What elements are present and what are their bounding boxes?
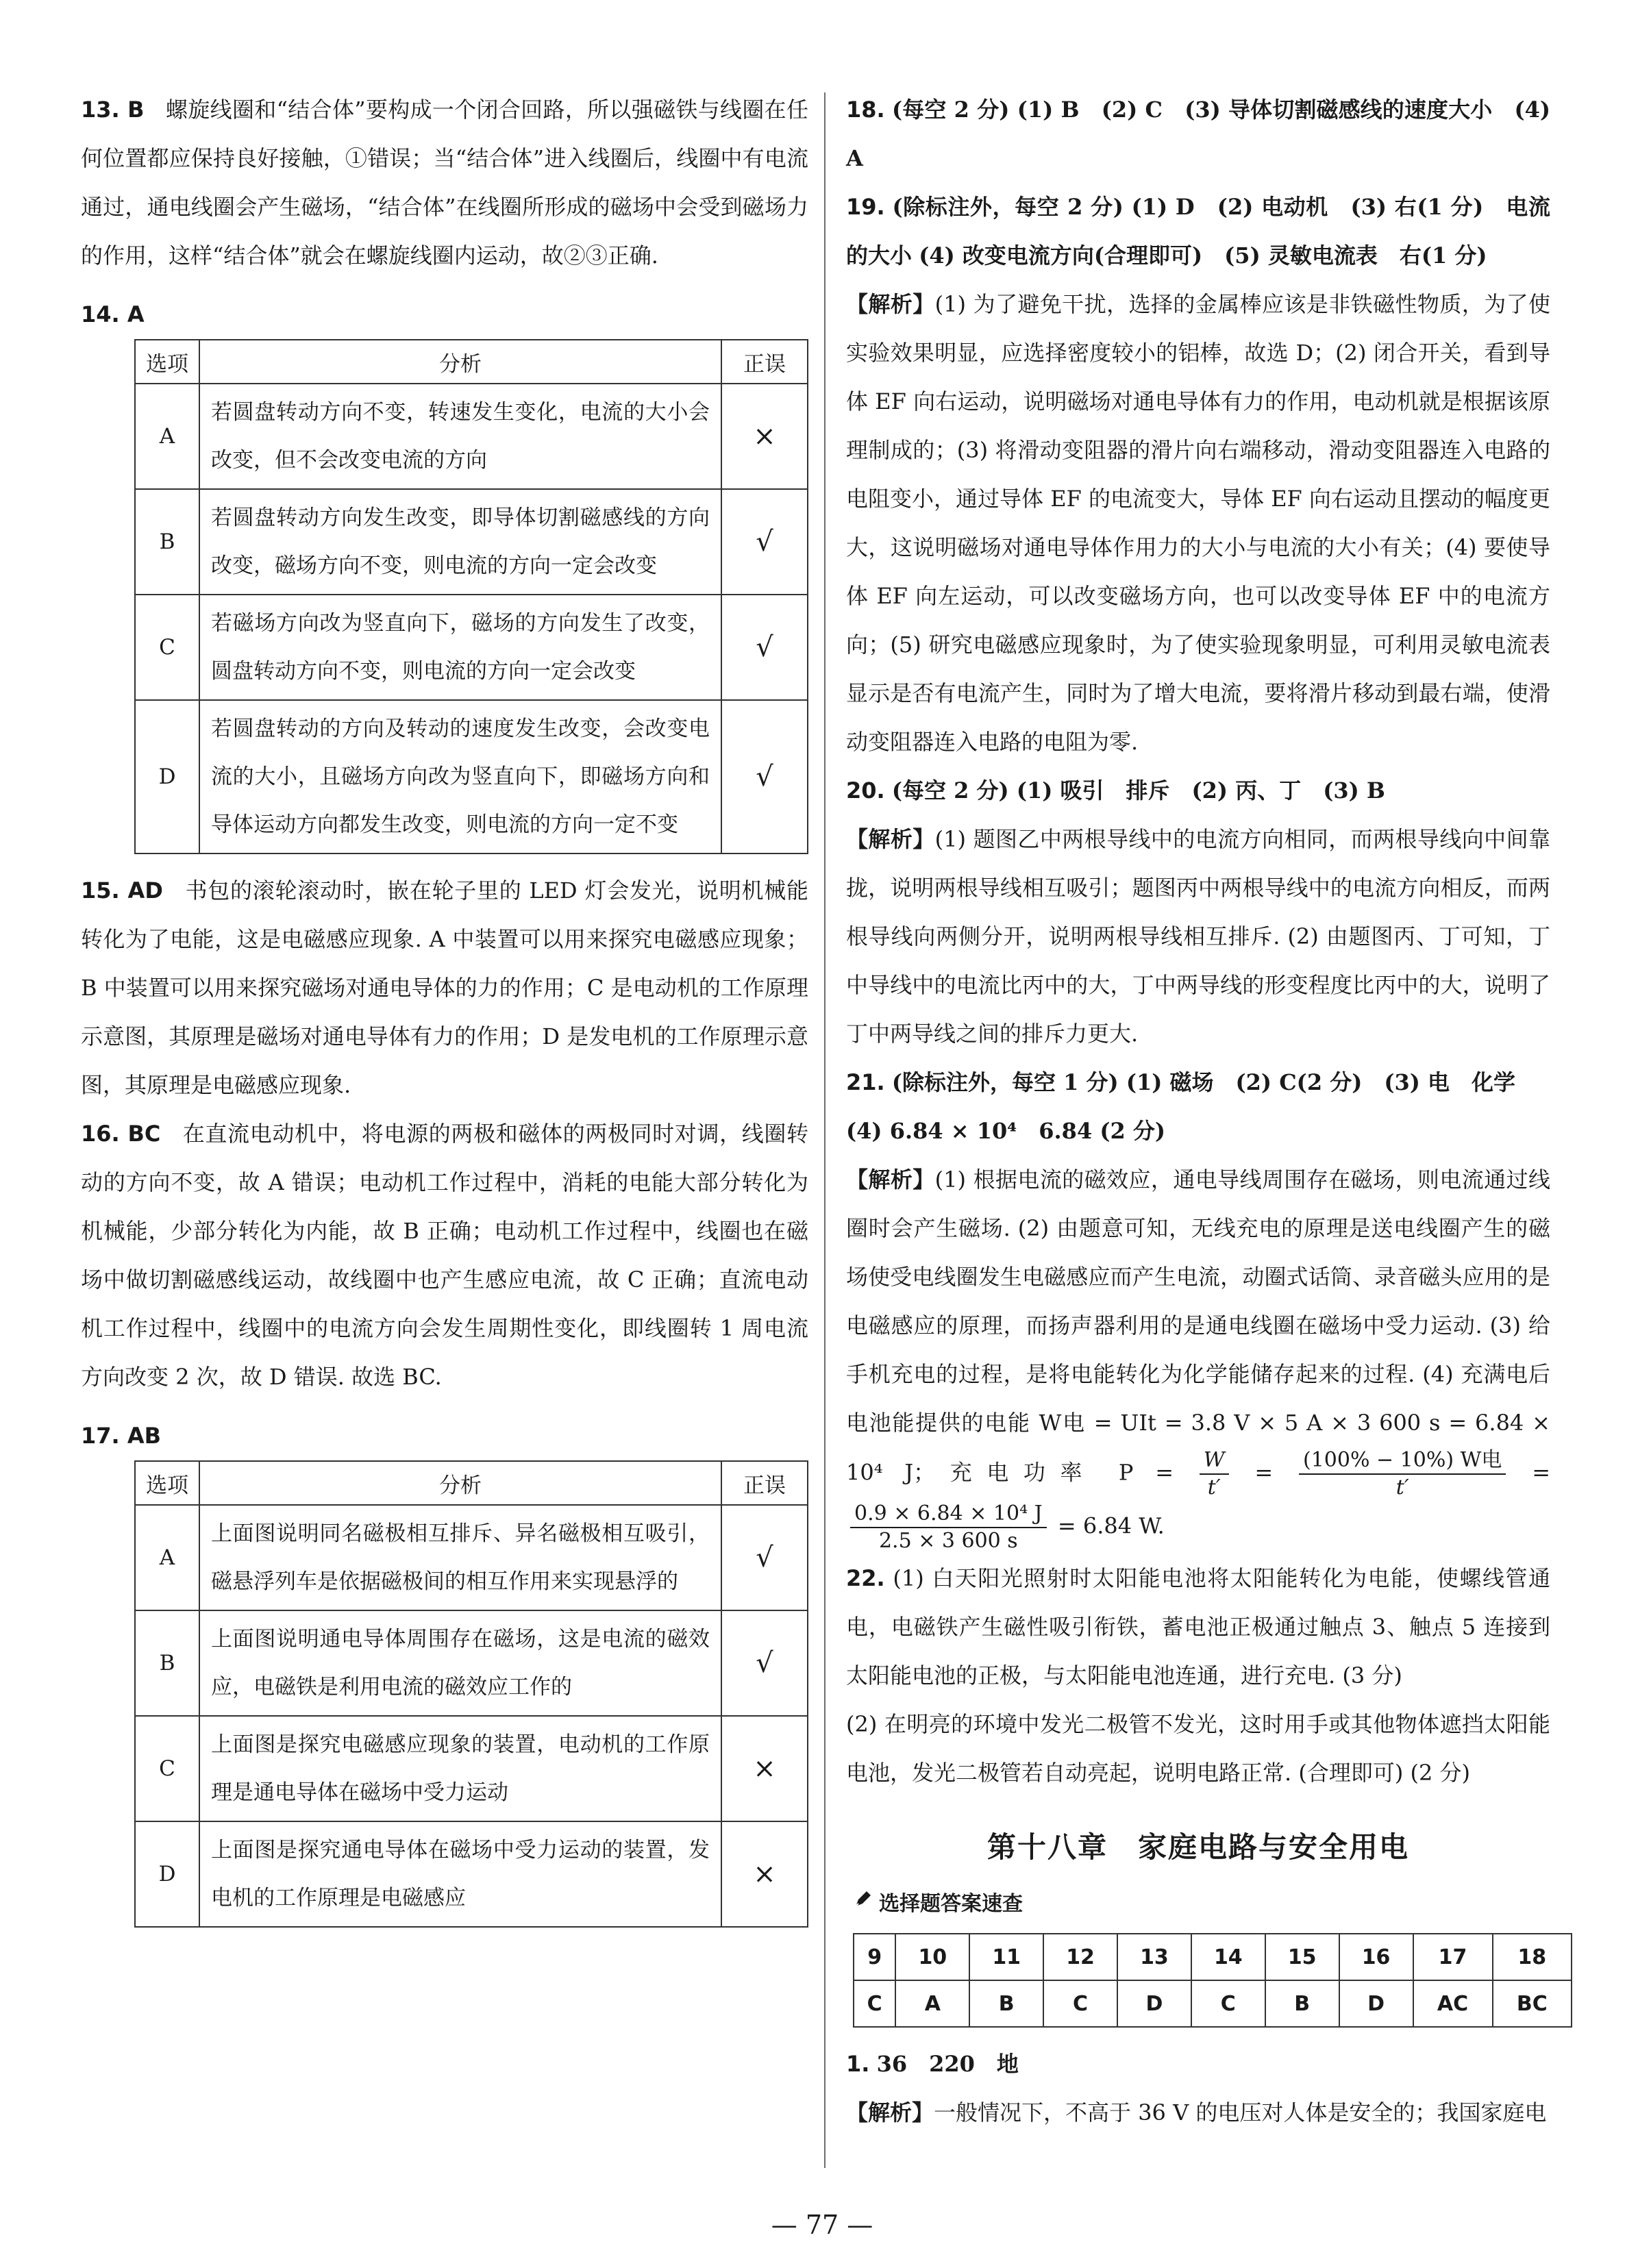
quick-answer: D: [1117, 1980, 1191, 2027]
row-option: D: [135, 700, 199, 853]
row-analysis: 上面图是探究电磁感应现象的装置，电动机的工作原理是通电导体在磁场中受力运动: [199, 1716, 721, 1821]
q16-number: 16. BC: [81, 1121, 161, 1147]
row-analysis: 若圆盘转动方向不变，转速发生变化，电流的大小会改变，但不会改变电流的方向: [199, 384, 721, 489]
quick-answer: C: [1191, 1980, 1265, 2027]
fraction-w-over-t: [1200, 1447, 1229, 1501]
q21-number: 21.: [846, 1069, 885, 1095]
q20-answer: (每空 2 分) (1) 吸引 排斥 (2) 丙、丁 (3) B: [891, 777, 1385, 803]
ch18-q1: [846, 2040, 1550, 2089]
header-correct: 正误: [721, 340, 808, 384]
q21-answer-b: (4) 6.84 × 10⁴ 6.84 (2 分): [846, 1118, 1166, 1144]
header-analysis: 分析: [199, 340, 721, 384]
right-column: [846, 86, 1550, 2137]
q15-number: 15. AD: [81, 877, 163, 904]
analysis-label: 【解析】: [846, 1167, 935, 1193]
quick-answer: C: [1043, 1980, 1117, 2027]
quick-answer: C: [854, 1980, 895, 2027]
row-option: C: [135, 595, 199, 700]
ch18-q1-number: 1.: [846, 2051, 870, 2077]
quick-num: 16: [1339, 1934, 1413, 1980]
ch18-q1-analysis: [846, 2089, 1550, 2137]
q20-number: 20.: [846, 777, 885, 803]
table-header-row: [135, 1461, 808, 1505]
quick-num: 13: [1117, 1934, 1191, 1980]
row-analysis: 上面图说明同名磁极相互排斥、异名磁极相互吸引，磁悬浮列车是依据磁极间的相互作用来实现悬浮的: [199, 1505, 721, 1610]
row-mark: √: [721, 1505, 808, 1610]
analysis-label: 【解析】: [846, 291, 935, 317]
q15-text: 书包的滚轮滚动时，嵌在轮子里的 LED 灯会发光，说明机械能转化为了电能，这是电磁感应现象. A 中装置可以用来探究电磁感应现象；B 中装置可以用来探究磁场对通电导体的力的作用；C 是电动机的工作原理示意图，其原理是磁场对通电导体有力的作用；D 是发电机的工作原理示意图，其原理是电磁感应现象.: [81, 877, 808, 1098]
fraction-values: [850, 1501, 1047, 1554]
row-mark: √: [721, 489, 808, 595]
ch18-q1-answer: 36 220 地: [876, 2051, 1019, 2077]
header-correct: 正误: [721, 1461, 808, 1505]
q22: [846, 1554, 1550, 1700]
q19: [846, 183, 1550, 280]
q22-part2: [846, 1700, 1550, 1797]
row-analysis: 若磁场方向改为竖直向下，磁场的方向发生了改变，圆盘转动方向不变，则电流的方向一定会改变: [199, 595, 721, 700]
q21-analysis-text: (1) 根据电流的磁效应，通电导线周围存在磁场，则电流通过线圈时会产生磁场. (2) 由题意可知，无线充电的原理是送电线圈产生的磁场使受电线圈发生电磁感应而产生电流，动圈式话筒、录音磁头应用的是电磁感应的原理，而扬声器利用的是通电线圈在磁场中受力运动. (3) 给手机充电的过程，是将电能转化为化学能储存起来的过程. (4) 充满电后电池能提供的电能 W电 = UIt = 3.8 V × 5 A × 3 600 s = 6.84 × 10⁴ J；充电功率 P =: [846, 1167, 1550, 1486]
q21-answer-line2: [846, 1107, 1550, 1156]
row-analysis: 上面图是探究通电导体在磁场中受力运动的装置，发电机的工作原理是电磁感应: [199, 1821, 721, 1927]
q22-part1: (1) 白天阳光照射时太阳能电池将太阳能转化为电能，使螺线管通电，电磁铁产生磁性吸引衔铁，蓄电池正极通过触点 3、触点 5 连接到太阳能电池的正极，与太阳能电池连通，进行充电. (3 分): [846, 1565, 1550, 1688]
row-option: A: [135, 384, 199, 489]
quick-num: 12: [1043, 1934, 1117, 1980]
analysis-label: 【解析】: [846, 826, 935, 852]
q17-number: 17. AB: [81, 1423, 161, 1449]
page-number: — 77 —: [771, 2210, 873, 2240]
row-option: D: [135, 1821, 199, 1927]
row-mark: √: [721, 1610, 808, 1716]
table-row: [135, 1505, 808, 1610]
header-option: 选项: [135, 340, 199, 384]
row-option: B: [135, 489, 199, 595]
row-mark: ×: [721, 1821, 808, 1927]
row-analysis: 若圆盘转动方向发生改变，即导体切割磁感线的方向改变，磁场方向不变，则电流的方向一定会改变: [199, 489, 721, 595]
quick-answer-label: 选择题答案速查: [879, 1892, 1023, 1916]
quick-answer: BC: [1493, 1980, 1572, 2027]
q18-number: 18.: [846, 97, 885, 123]
row-option: B: [135, 1610, 199, 1716]
q21-analysis: 【解析】(1) 根据电流的磁效应，通电导线周围存在磁场，则电流通过线圈时会产生磁场. (2) 由题意可知，无线充电的原理是送电线圈产生的磁场使受电线圈发生电磁感应而产生电流，动圈式话筒、录音磁头应用的是电磁感应的原理，而扬声器利用的是通电线圈在磁场中受力运动. (3) 给手机充电的过程，是将电能转化为化学能储存起来的过程. (4) 充满电后电池能提供的电能 W电 = UIt = 3.8 V × 5 A × 3 600 s = 6.84 × 10⁴ J；充电功率 P = $\frac{W}{t'}$ = $\frac{\text{(100\% − 10\%) W电}}{t'}$ = $\frac{\text{0.9 × 6.84 × 10⁴ J}}{2.5 \times 3 600 s}$ = 6.84 W.: [846, 1167, 1551, 1553]
ch18-q1-analysis-text: 一般情况下，不高于 36 V 的电压对人体是安全的；我国家庭电: [934, 2099, 1547, 2126]
q20-analysis: [846, 815, 1550, 1058]
pencil-icon: [853, 1889, 873, 1915]
frac-numerator: W: [1200, 1447, 1229, 1475]
quick-num: 18: [1493, 1934, 1572, 1980]
row-mark: ×: [721, 1716, 808, 1821]
table-header-row: [135, 340, 808, 384]
table-row: [135, 700, 808, 853]
q13-number: 13. B: [81, 97, 145, 123]
quick-num: 9: [854, 1934, 895, 1980]
q13-text: 螺旋线圈和“结合体”要构成一个闭合回路，所以强磁铁与线圈在任何位置都应保持良好接触，①错误；当“结合体”进入线圈后，线圈中有电流通过，通电线圈会产生磁场，“结合体”在线圈所形成的磁场中会受到磁场力的作用，这样“结合体”就会在螺旋线圈内运动，故②③正确.: [81, 97, 809, 269]
table-row: [135, 1821, 808, 1927]
analysis-label: 【解析】: [846, 2099, 934, 2126]
quick-answer: A: [895, 1980, 969, 2027]
quick-answer-row: [854, 1980, 1572, 2027]
quick-num: 10: [895, 1934, 969, 1980]
row-analysis: 若圆盘转动的方向及转动的速度发生改变，会改变电流的大小，且磁场方向改为竖直向下，即磁场方向和导体运动方向都发生改变，则电流的方向一定不变: [199, 700, 721, 853]
header-option: 选项: [135, 1461, 199, 1505]
q14-number: 14. A: [81, 301, 145, 327]
q19-answer-a: (除标注外，每空 2 分) (1) D (2) 电动机 (3) 右(1 分) 电流的大小: [846, 194, 1550, 269]
frac-denominator: t′: [1207, 1475, 1221, 1499]
quick-num: 15: [1265, 1934, 1339, 1980]
quick-answer: B: [1265, 1980, 1339, 2027]
quick-answer: D: [1339, 1980, 1413, 2027]
q19-answer-b: (4) 改变电流方向(合理即可) (5) 灵敏电流表 右(1 分): [919, 242, 1487, 269]
q19-analysis: [846, 280, 1550, 767]
frac-denominator: 2.5 × 3 600 s: [878, 1529, 1018, 1553]
q22-number: 22.: [846, 1565, 885, 1591]
row-mark: √: [721, 700, 808, 853]
q14-table: [134, 339, 808, 854]
q21-answer-a: (除标注外，每空 1 分) (1) 磁场 (2) C(2 分) (3) 电 化学: [891, 1069, 1516, 1095]
q18: [846, 86, 1550, 183]
table-row: [135, 1716, 808, 1821]
q21: [846, 1058, 1550, 1107]
q18-answer: (每空 2 分) (1) B (2) C (3) 导体切割磁感线的速度大小 (4) A: [846, 97, 1550, 171]
quick-num: 17: [1413, 1934, 1493, 1980]
quick-num: 14: [1191, 1934, 1265, 1980]
table-row: [135, 489, 808, 595]
q16: [81, 1110, 808, 1401]
table-row: [135, 384, 808, 489]
table-row: [135, 1610, 808, 1716]
row-option: C: [135, 1716, 199, 1821]
left-column: [81, 86, 808, 1940]
row-mark: √: [721, 595, 808, 700]
frac-numerator: (100% − 10%) W电: [1299, 1447, 1506, 1475]
row-analysis: 上面图说明通电导体周围存在磁场，这是电流的磁效应，电磁铁是利用电流的磁效应工作的: [199, 1610, 721, 1716]
q19-number: 19.: [846, 194, 885, 220]
header-analysis: 分析: [199, 1461, 721, 1505]
quick-answer: AC: [1413, 1980, 1493, 2027]
quick-answer-header: [853, 1886, 1550, 1917]
q16-text: 在直流电动机中，将电源的两极和磁体的两极同时对调，线圈转动的方向不变，故 A 错误；电动机工作过程中，消耗的电能大部分转化为机械能，少部分转化为内能，故 B 正确；电动机工作过程中，线圈也在磁场中做切割磁感线运动，故线圈中也产生感应电流，故 C 正确；直流电动机工作过程中，线圈中的电流方向会发生周期性变化，即线圈转 1 周电流方向改变 2 次，故 D 错误. 故选 BC.: [81, 1121, 808, 1390]
q20: [846, 767, 1550, 815]
quick-number-row: [854, 1934, 1572, 1980]
row-mark: ×: [721, 384, 808, 489]
q17-table: [134, 1460, 808, 1928]
q15: [81, 867, 808, 1110]
q21-result: = 6.84 W.: [1057, 1512, 1165, 1539]
quick-num: 11: [969, 1934, 1043, 1980]
chapter-title: 第十八章 家庭电路与安全用电: [986, 1830, 1409, 1864]
fraction-efficiency: [1299, 1447, 1506, 1501]
frac-denominator: t′: [1395, 1475, 1409, 1499]
q13: [81, 86, 808, 280]
quick-answer-table: [853, 1933, 1572, 2028]
frac-numerator: 0.9 × 6.84 × 10⁴ J: [850, 1501, 1047, 1528]
q20-analysis-text: (1) 题图乙中两根导线中的电流方向相同，而两根导线向中间靠拢，说明两根导线相互吸引；题图丙中两根导线中的电流方向相反，而两根导线向两侧分开，说明两根导线相互排斥. (2) 由题图丙、丁可知，丁中导线中的电流比丙中的大，丁中两导线的形变程度比丙中的大，说明了丁中两导线之间的排斥力更大.: [846, 826, 1550, 1047]
quick-answer: B: [969, 1980, 1043, 2027]
q19-analysis-text: (1) 为了避免干扰，选择的金属棒应该是非铁磁性物质，为了使实验效果明显，应选择密度较小的铝棒，故选 D；(2) 闭合开关，看到导体 EF 向右运动，说明磁场对通电导体有力的作用，电动机就是根据该原理制成的；(3) 将滑动变阻器的滑片向右端移动，滑动变阻器连入电路的电阻变小，通过导体 EF 的电流变大，导体 EF 向右运动且摆动的幅度更大，这说明磁场对通电导体作用力的大小与电流的大小有关；(4) 要使导体 EF 向左运动，可以改变磁场方向，也可以改变导体 EF 中的电流方向；(5) 研究电磁感应现象时，为了使实验现象明显，可利用灵敏电流表显示是否有电流产生，同时为了增大电流，要将滑片移动到最右端，使滑动变阻器连入电路的电阻为零.: [846, 291, 1550, 755]
column-divider: [824, 92, 826, 2168]
table-row: [135, 595, 808, 700]
q22-part2-text: (2) 在明亮的环境中发光二极管不发光，这时用手或其他物体遮挡太阳能电池，发光二极管若自动亮起，说明电路正常. (合理即可) (2 分): [846, 1711, 1550, 1786]
row-option: A: [135, 1505, 199, 1610]
